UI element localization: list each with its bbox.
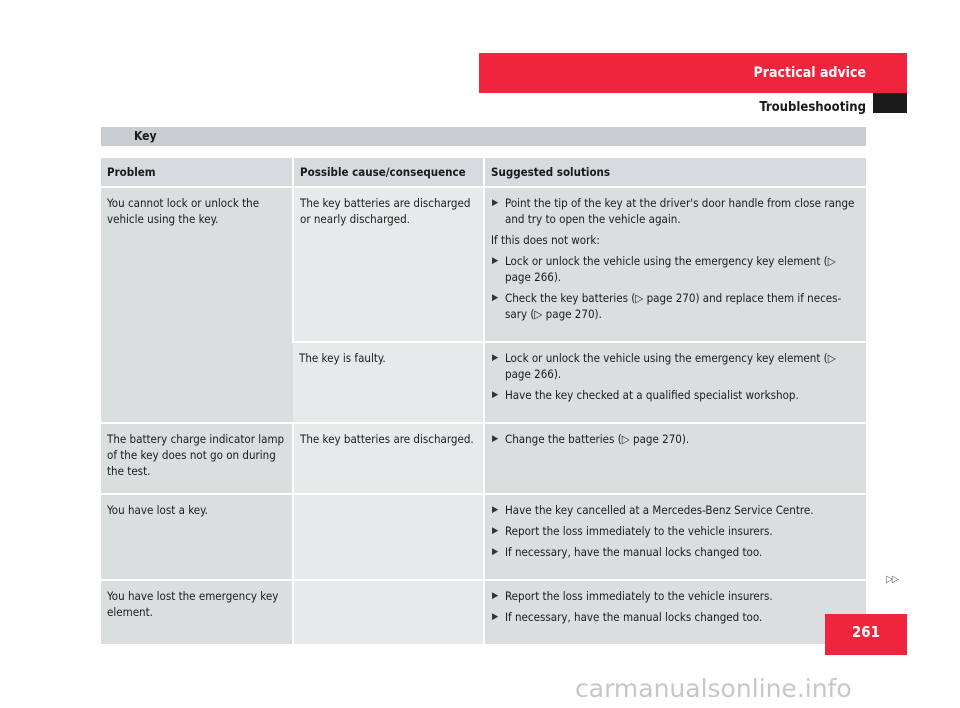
solution-arrow-icon: ▶ xyxy=(492,198,499,208)
solution-arrow-icon: ▶ xyxy=(492,505,499,515)
solution-item xyxy=(491,609,860,625)
solution-item xyxy=(491,523,860,539)
solution-arrow-icon: ▶ xyxy=(492,526,499,536)
watermark: carmanualsonline.info xyxy=(575,674,852,703)
solution-arrow-icon: ▶ xyxy=(492,434,499,444)
solution-arrow-icon: ▶ xyxy=(492,591,499,601)
solution-item xyxy=(491,253,860,285)
column-header-problem: Problem xyxy=(101,158,293,187)
section-title: Practical advice xyxy=(479,53,907,93)
column-header-cause: Possible cause/consequence xyxy=(293,158,484,187)
problem-cell: You cannot lock or unlock the vehicle using the key. xyxy=(101,187,293,423)
table-row xyxy=(101,580,866,645)
solution-item xyxy=(491,350,860,382)
problem-cell: You have lost a key. xyxy=(101,494,293,580)
solution-arrow-icon: ▶ xyxy=(492,547,499,557)
solution-text: If necessary, have the manual locks changed too. xyxy=(505,545,763,559)
solutions-cell xyxy=(484,580,866,645)
solution-item xyxy=(491,431,860,447)
solution-text: Have the key checked at a qualified specialist workshop. xyxy=(505,388,799,402)
solution-text: Report the loss immediately to the vehicle insurers. xyxy=(505,589,773,603)
problem-cell: You have lost the emergency key element. xyxy=(101,580,293,645)
table-header-row xyxy=(101,158,866,187)
solution-text: Lock or unlock the vehicle using the emergency key element (▷ page 266). xyxy=(505,351,836,381)
solution-text: Point the tip of the key at the driver's door handle from close range and try to open the vehicle again. xyxy=(505,196,855,226)
troubleshooting-table xyxy=(101,158,866,646)
problem-cell: The battery charge indicator lamp of the key does not go on during the test. xyxy=(101,423,293,494)
solution-text: Lock or unlock the vehicle using the emergency key element (▷ page 266). xyxy=(505,254,836,284)
solution-item xyxy=(491,502,860,518)
solution-text: If necessary, have the manual locks changed too. xyxy=(505,610,763,624)
header-tab-marker xyxy=(873,93,907,113)
cause-cell xyxy=(293,494,484,580)
column-header-solutions: Suggested solutions xyxy=(484,158,866,187)
solutions-cell xyxy=(484,423,866,494)
solution-text: Report the loss immediately to the vehicle insurers. xyxy=(505,524,773,538)
cause-cell: The key batteries are discharged or nearly discharged. xyxy=(293,187,484,342)
continue-marker-icon: ▷▷ xyxy=(886,574,898,585)
solution-item xyxy=(491,544,860,560)
solution-arrow-icon: ▶ xyxy=(492,256,499,266)
page-number: 261 xyxy=(825,614,907,655)
solution-text: Change the batteries (▷ page 270). xyxy=(505,432,690,446)
solution-note: If this does not work: xyxy=(491,233,600,247)
solution-arrow-icon: ▶ xyxy=(492,293,499,303)
cause-cell: The key batteries are discharged. xyxy=(293,423,484,494)
solution-arrow-icon: ▶ xyxy=(492,612,499,622)
solution-item xyxy=(491,290,860,322)
solution-arrow-icon: ▶ xyxy=(492,390,499,400)
solutions-cell xyxy=(484,342,866,423)
table-row xyxy=(101,494,866,580)
solution-item xyxy=(491,387,860,403)
solution-arrow-icon: ▶ xyxy=(492,353,499,363)
cause-cell xyxy=(293,580,484,645)
solutions-cell xyxy=(484,494,866,580)
cause-cell: The key is faulty. xyxy=(293,342,484,423)
subsection-title: Troubleshooting xyxy=(759,100,866,115)
solution-text: Have the key cancelled at a Mercedes-Benz Service Centre. xyxy=(505,503,814,517)
solutions-cell xyxy=(484,187,866,342)
table-row xyxy=(101,423,866,494)
solution-text: Check the key batteries (▷ page 270) and replace them if neces-sary (▷ page 270). xyxy=(505,291,842,321)
table-row xyxy=(101,187,866,342)
solution-item xyxy=(491,195,860,227)
table-title: Key xyxy=(101,127,866,146)
solution-item xyxy=(491,588,860,604)
